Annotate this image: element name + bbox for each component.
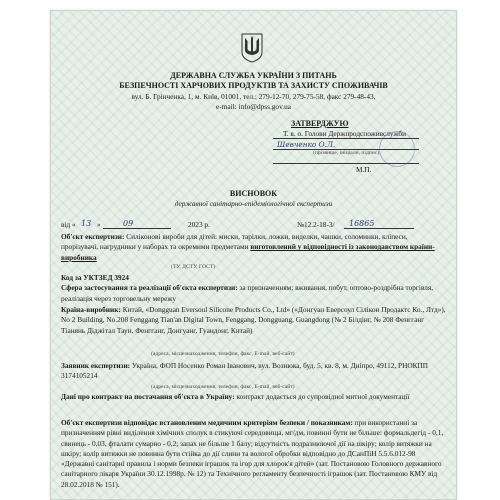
date-day: 13 — [81, 219, 92, 228]
agency-email: e-mail: info@dpss.gov.ua — [216, 102, 291, 111]
document-subtitle: державної санітарно-епідеміологічної експертизи — [174, 199, 333, 208]
agency-name-line1: ДЕРЖАВНА СЛУЖБА УКРАЇНИ З ПИТАНЬ — [170, 71, 337, 80]
sphere-label: Сфера застосування та реалізації об'єкта експертизи: — [61, 283, 238, 293]
date-month: 09 — [123, 219, 134, 228]
approval-caption: (прізвище, ініціали, підпис) — [313, 150, 380, 156]
certificate-sheet — [50, 10, 457, 500]
stamp-place-label: М.П. — [356, 165, 372, 174]
conformity-section — [61, 418, 446, 490]
doc-number-value: 16865 — [349, 219, 375, 228]
date-year: 2023 р. — [188, 220, 210, 229]
applicant-section — [61, 361, 446, 382]
contract-label: Дані про контракт на постачання об'єкта в Україну: — [61, 392, 235, 401]
code-section — [61, 273, 446, 304]
trident-emblem-icon — [241, 33, 263, 63]
document-title: ВИСНОВОК — [229, 189, 278, 198]
applicant-label: Заявник експертизи: — [61, 361, 131, 370]
object-text: Силіконові вироби для дітей: миски, тарілки, ложки, виделки, чашки, соломинки, кліпеси, прорізувачі, нагрудники у наборах та окремими предметами — [61, 232, 408, 252]
country-label: Країна-виробник: — [61, 305, 121, 314]
agency-name-line2: БЕЗПЕЧНОСТІ ХАРЧОВИХ ПРОДУКТІВ ТА ЗАХИСТУ СПОЖИВАЧІВ — [119, 81, 388, 90]
approval-position: Т. в. о. Голови Держпродспоживслужби — [283, 129, 407, 138]
doc-number-rule — [344, 228, 414, 229]
conformity-text: при використанні за призначенням рівні виділення хімічних сполук в стикуючі середовища, мг/дм, повинні бути не більше: формальдегід - 0,1, свинець - 0,03, фталати сумарно - 0,2; запах не більше 1 балу; відсутність подразнюючої дії на шкіру; колір витяжки на шкіру; колір витяжки не повинна бути стійка до дії слини та вологої обробки відповідно до ДСанПіН 5.5.6.012-98 «Державні санітарні правила і норми безпеки іграшок та ігор для хлорок'я дітей» (зат. Постановою Головного державного санітарного лікаря України 30.12.1998р. № 12) та Технічного регламенту безпечності іграшок (зат. Постановою КМУ від 28.02.2018 № 151). — [61, 418, 444, 489]
date-close-quote: » — [97, 220, 101, 229]
object-caption: (ТУ, ДСТУ, ГОСТ) — [171, 264, 216, 270]
conformity-label: Об'єкт експертизи відповідає встановленим медичним критеріям безпеки / показникам: — [61, 418, 353, 427]
approval-name: Шевченко О.Л. — [277, 140, 336, 149]
object-compliance: виготовлений у відповідності із законодавством країни-виробника — [61, 242, 435, 262]
contract-text: контракт додається до супровідної митної документації — [236, 392, 410, 401]
official-stamp — [379, 131, 415, 167]
applicant-caption: (адреса, місцезнаходження, телефон, факс, E-mail, веб-сайт) — [151, 384, 295, 390]
date-month-rule — [103, 228, 171, 229]
applicant-text: Україна, ФОП Носенко Роман Іванович, вул. Вознюка, буд. 5, кв. 8, м. Дніпро, 49112, РНОКПП 3174105214 — [61, 361, 429, 381]
country-caption: (адреса, місцезнаходження, телефон, факс, E-mail, веб-сайт) — [151, 351, 295, 357]
agency-address: вул. Б. Грінченка, 1, м. Київ, 01001, тел.: 279-12-70, 279-75-58, факс 279-48-43, — [131, 92, 376, 101]
country-section — [61, 305, 446, 336]
doc-number-label: №12.2-18-3/ — [297, 220, 335, 229]
approval-title: ЗАТВЕРДЖУЮ — [291, 119, 349, 128]
object-section — [61, 232, 446, 263]
object-label: Об'єкт експертизи: — [61, 232, 125, 241]
sphere-text: за призначенням; вживання, побут, оптово-роздрібна торгівля, реалізація через торговельну мережу — [61, 283, 434, 303]
contract-section — [61, 392, 446, 402]
date-prefix: від « — [61, 220, 76, 229]
country-text: Китай, «Dongguan Eversoul Silicone Products Co., Ltd» («Донгуан Еверсоул Сілікон Продактс Ко., Лтд»), No 2 Building, No.208 Fenggang Tian'an Digital Town, Fenggang, Dongguang, Guangdong (№ 2 Білдінг, № 208 Фенгганг Тіанянь Діджітал Таун, Фенгганг, Донгуанг, Гуандонг, Китай) — [61, 305, 446, 335]
code-label: Код за УКТЗЕД 3924 — [61, 273, 129, 282]
